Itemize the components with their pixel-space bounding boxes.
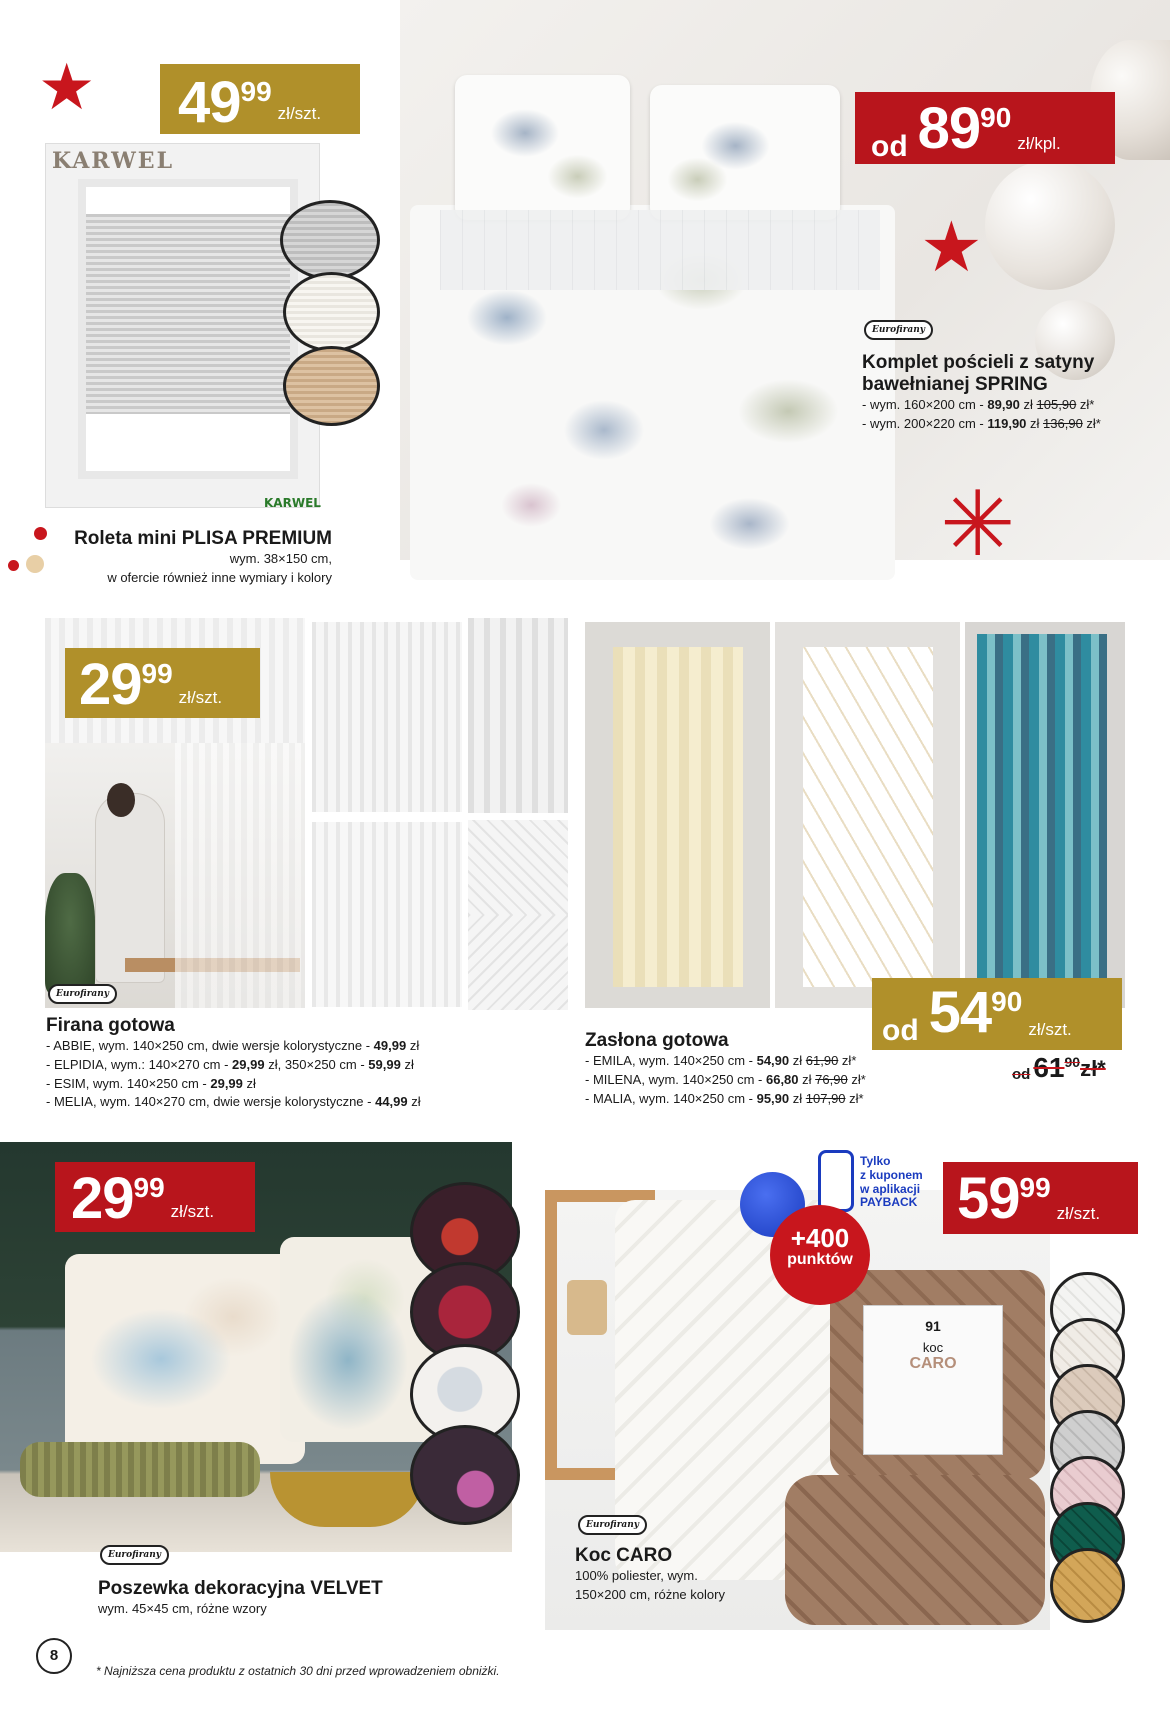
price-tag-zaslona: od 54 90 zł/szt. [872, 978, 1122, 1050]
firana-description [46, 1015, 566, 1112]
product-title: bawełnianej SPRING [862, 373, 1048, 395]
bowl [270, 1472, 425, 1527]
product-detail: wym. 45×45 cm, różne wzory [98, 1600, 267, 1616]
cushion [65, 1254, 305, 1464]
brand-logo: KARWEL [264, 496, 321, 510]
roleta-image [45, 143, 320, 508]
product-detail: 100% poliester, wym. [575, 1567, 698, 1583]
eurofirany-logo: Eurofirany [864, 320, 933, 340]
swatch-white [283, 272, 380, 352]
ornament-ball [985, 160, 1115, 290]
product-label: 91 koc CARO [863, 1305, 1003, 1455]
product-title: Roleta mini PLISA PREMIUM [74, 528, 332, 549]
curtain-sheer [175, 743, 305, 1008]
pillow-image [455, 75, 630, 220]
brown-blanket-folded [785, 1475, 1045, 1625]
poszewka-description [98, 1578, 478, 1619]
phone-icon [818, 1150, 854, 1212]
product-title: Zasłona gotowa [585, 1030, 729, 1051]
product-detail: wym. 38×150 cm, [229, 550, 332, 566]
woman-figure [95, 793, 165, 983]
firana-sample [468, 915, 568, 1010]
price-tag-poszewka: 29 99 zł/szt. [55, 1162, 255, 1232]
page-number: 8 [36, 1638, 72, 1674]
curtain [803, 647, 933, 987]
eurofirany-logo: Eurofirany [578, 1515, 647, 1535]
variant-line: - wym. 160×200 cm - 89,90 zł 105,90 zł* [862, 396, 1095, 412]
product-title: Firana gotowa [46, 1015, 175, 1036]
curtain [613, 647, 743, 987]
price-tag-koc: 59 99 zł/szt. [943, 1162, 1138, 1234]
product-title: Koc CARO [575, 1545, 673, 1566]
pillow-image [650, 85, 840, 220]
variant-line: - wym. 200×220 cm - 119,90 zł 136,90 zł* [862, 415, 1101, 431]
firana-sample [312, 822, 462, 1007]
firana-sample [468, 820, 568, 915]
variant-line: - EMILA, wym. 140×250 cm - 54,90 zł 61,90 zł* [585, 1052, 857, 1068]
zaslona-description [585, 1030, 915, 1108]
posciel-description [862, 352, 1162, 433]
variant-line: - ELPIDIA, wym.: 140×270 cm - 29,99 zł, 350×250 cm - 59,99 zł [46, 1056, 414, 1072]
firana-sample [312, 622, 462, 812]
variant-line: - MELIA, wym. 140×270 cm, dwie wersje kolorystyczne - 44,99 zł [46, 1094, 421, 1110]
star-icon: ★ [920, 208, 983, 286]
koc-description [575, 1545, 795, 1605]
eurofirany-logo: Eurofirany [48, 984, 117, 1004]
diffuser [567, 1280, 607, 1335]
swatch-pattern-violet [410, 1425, 520, 1525]
roleta-description [2, 528, 332, 588]
swatch-grey [280, 200, 380, 280]
price-tag-roleta: 49 99 zł/szt. [160, 64, 360, 134]
variant-line: - MALIA, wym. 140×250 cm - 95,90 zł 107,90 zł* [585, 1090, 864, 1106]
footnote: * Najniższa cena produktu z ostatnich 30 dni przed wprowadzeniem obniżki. [96, 1664, 500, 1678]
product-title: Komplet pościeli z satyny [862, 352, 1095, 373]
brand-logo: KARWEL [52, 148, 175, 174]
pleated-blind [86, 214, 290, 414]
zaslona-image-milena [775, 622, 960, 1008]
points-badge: +400 punktów [770, 1205, 870, 1305]
firana-room-image [45, 743, 305, 1008]
product-detail: 150×200 cm, różne kolory [575, 1586, 725, 1602]
price-tag-posciel: od 89 90 zł/kpl. [855, 92, 1115, 164]
snowflake-icon: ✳ [940, 475, 1016, 575]
zaslona-image-emila [585, 622, 770, 1008]
product-title: Poszewka dekoracyjna VELVET [98, 1578, 383, 1599]
payback-coupon-text: Tylko z kuponem w aplikacji PAYBACK [860, 1154, 923, 1210]
star-icon: ★ [38, 51, 96, 123]
sheet-check [440, 210, 880, 290]
variant-line: - ESIM, wym. 140×250 cm - 29,99 zł [46, 1075, 256, 1091]
swatch-mustard [1050, 1548, 1125, 1623]
plant [45, 873, 95, 993]
variant-line: - MILENA, wym. 140×250 cm - 66,80 zł 76,90 zł* [585, 1071, 866, 1087]
zaslona-image-malia [965, 622, 1125, 1008]
throw [20, 1442, 260, 1497]
firana-sample [468, 618, 568, 813]
price-tag-firana: 29 99 zł/szt. [65, 648, 260, 718]
product-detail: w ofercie również inne wymiary i kolory [107, 569, 332, 585]
eurofirany-logo: Eurofirany [100, 1545, 169, 1565]
woman-head [107, 783, 135, 817]
old-price: od 61 90 zł* [1012, 1052, 1106, 1083]
variant-line: - ABBIE, wym. 140×250 cm, dwie wersje kolorystyczne - 49,99 zł [46, 1037, 420, 1053]
curtain [977, 634, 1107, 994]
swatch-beige [283, 346, 380, 426]
